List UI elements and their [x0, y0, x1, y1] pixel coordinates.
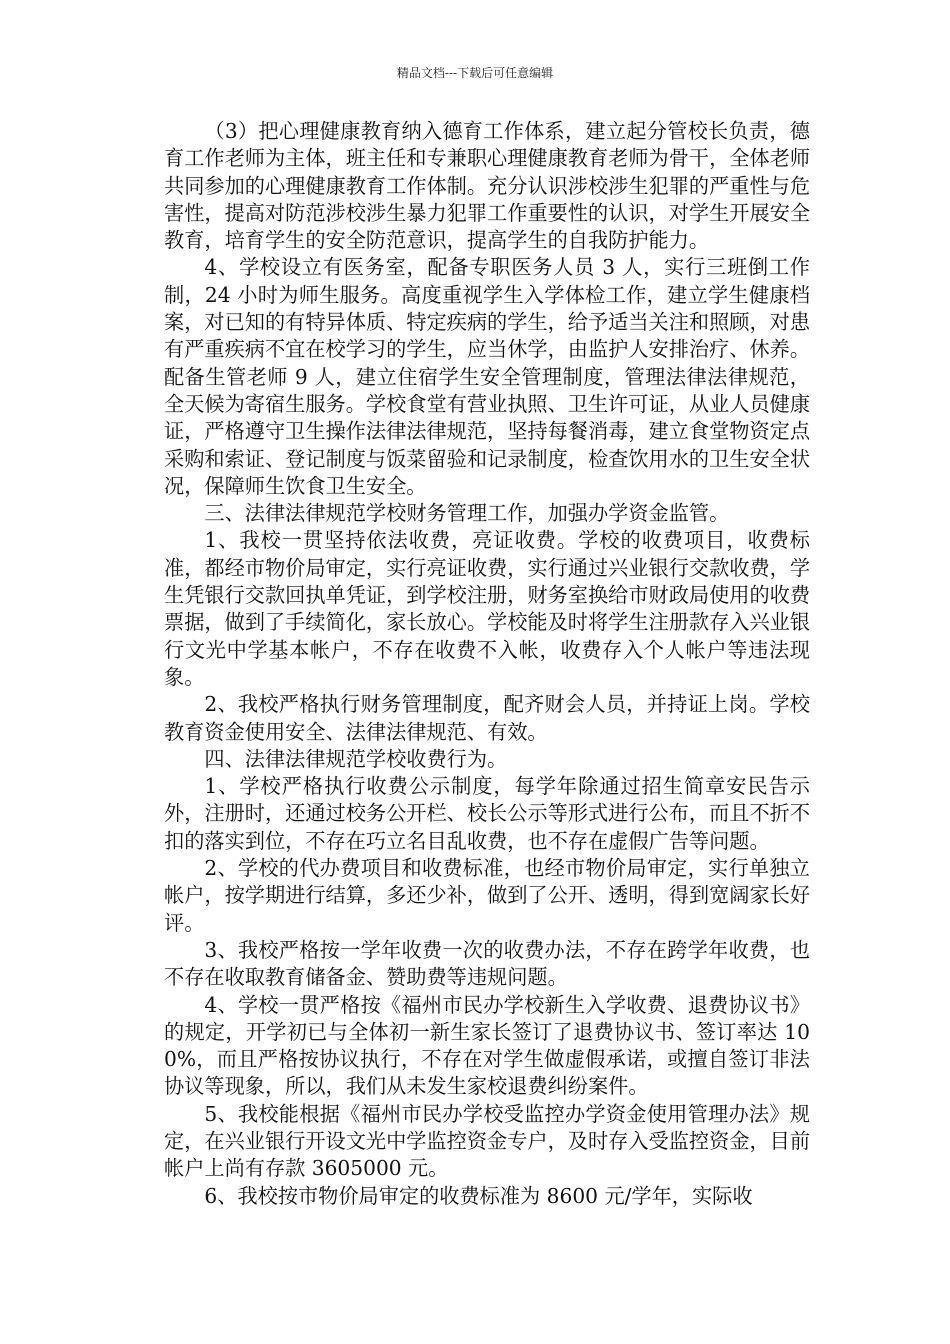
paragraph-lawful-fees: 1、我校一贯坚持依法收费，亮证收费。学校的收费项目，收费标准，都经市物价局审定，实行亮证收费，实行通过兴业银行交款收费，学生凭银行交款回执单凭证，到学校注册，财务室换给市财政局使用的收费票据，做到了手续简化，家长放心。学校能及时将学生注册款存入兴业银行文光中学基本帐户，不存在收费不入帐，收费存入个人帐户等违法现象。 — [164, 528, 811, 689]
paragraph-fee-standard: 6、我校按市物价局审定的收费标准为 8600 元/学年，实际收 — [204, 1183, 753, 1208]
paragraph-annual-fee: 3、我校严格按一学年收费一次的收费办法，不存在跨学年收费，也不存在收取教育储备金、赞助费等违规问题。 — [164, 937, 810, 990]
paragraph-fee-disclosure: 1、学校严格执行收费公示制度，每学年除通过招生简章安民告示外，注册时，还通过校务公开栏、校长公示等形式进行公布，而且不折不扣的落实到位，不存在巧立名目乱收费，也不存在虚假广告等问题。 — [164, 774, 811, 853]
paragraph-financial-management: 2、我校严格执行财务管理制度，配齐财会人员，并持证上岗。学校教育资金使用安全、法律法律规范、有效。 — [164, 692, 810, 744]
paragraph-agency-fees: 2、学校的代办费项目和收费标准，也经市物价局审定，实行单独立帐户，按学期进行结算，多还少补，做到了公开、透明，得到宽阔家长好评。 — [164, 856, 811, 935]
paragraph-medical-room: 4、学校设立有医务室，配备专职医务人员 3 人，实行三班倒工作制，24 小时为师生服务。高度重视学生入学体检工作，建立学生健康档案，对已知的有特异体质、特定疾病的学生，给予适当关注和照顾，对患有严重疾病不宜在校学习的学生，应当休学，由监护人安排治疗、休养。配备生管老师 9 人，建立住宿学生安全管理制度，管理法律法律规范，全天候为寄宿生服务。学校食堂有营业执照、卫生许可证，从业人员健康证，严格遵守卫生操作法律法律规范，坚持每餐消毒，建立食堂物资定点采购和索证、登记制度与饭菜留验和记录制度，检查饮用水的卫生安全状况，保障师生饮食卫生安全。 — [164, 255, 811, 498]
page-header: 精品文档---下载后可任意编辑 — [396, 66, 554, 80]
section-heading-fee-behavior: 四、法律法律规范学校收费行为。 — [204, 746, 508, 771]
paragraph-monitored-funds: 5、我校能根据《福州市民办学校受监控办学资金使用管理办法》规定，在兴业银行开设文光中学监控资金专户，及时存入受监控资金，目前帐户上尚有存款 3605000 元。 — [164, 1101, 811, 1181]
section-heading-finance: 三、法律法律规范学校财务管理工作，加强办学资金监管。 — [204, 501, 730, 526]
paragraph-refund-agreement: 4、学校一贯严格按《福州市民办学校新生入学收费、退费协议书》的规定，开学初已与全体初一新生家长签订了退费协议书、签订率达 100%，而且严格按协议执行，不存在对学生做虚假承诺，或擅自签订非法协议等现象，所以，我们从未发生家校退费纠纷案件。 — [164, 992, 810, 1099]
document-body — [164, 118, 810, 1210]
paragraph-psychological-health: （3）把心理健康教育纳入德育工作体系，建立起分管校长负责，德育工作老师为主体，班主任和专兼职心理健康教育老师为骨干，全体老师共同参加的心理健康教育工作体制。充分认识涉校涉生犯罪的严重性与危害性，提高对防范涉校涉生暴力犯罪工作重要性的认识，对学生开展安全教育，培育学生的安全防范意识，提高学生的自我防护能力。 — [164, 119, 811, 253]
